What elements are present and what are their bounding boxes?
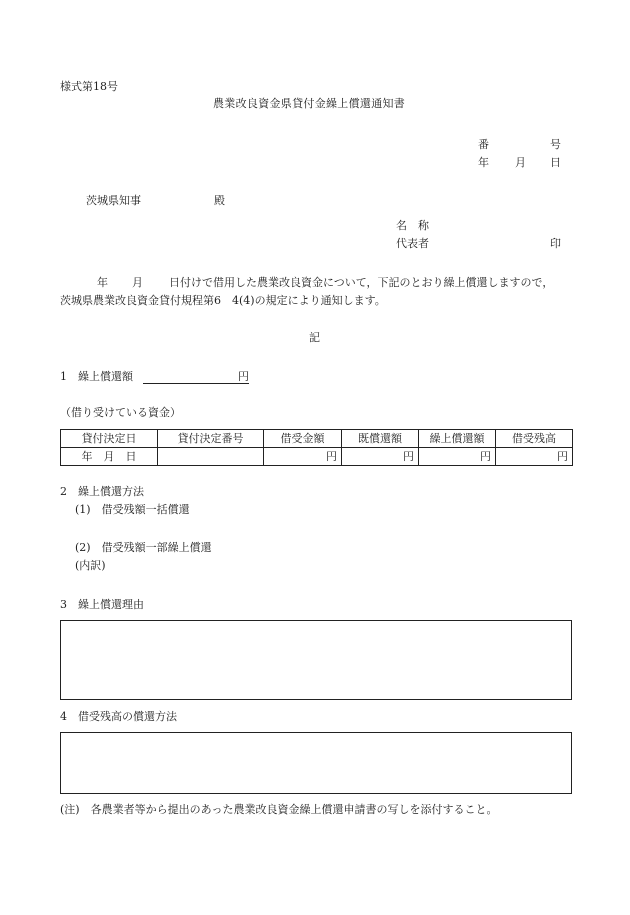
sender-rep-label: 代表者 [396,237,429,250]
cell-repaid-amount: 円 [342,448,419,466]
cell-loan-date: 年 月 日 [61,448,158,466]
repayment-method-box [60,732,572,794]
header-borrowed-amount: 借受金額 [264,430,342,448]
footnote: (注) 各農業者等から提出のあった農業改良資金繰上償還申請書の写しを添付すること。 [60,803,498,816]
doc-number-ban: 番 [478,138,489,151]
intro-year: 年 [97,276,108,289]
ki-heading: 記 [309,331,320,344]
intro-month: 月 [132,276,143,289]
section2-option1: (1) 借受残額一括償還 [75,503,190,516]
cell-prepayment-amount: 円 [419,448,496,466]
document-title: 農業改良資金県貸付金繰上償還通知書 [213,97,406,110]
header-remaining-balance: 借受残高 [496,430,573,448]
header-loan-number: 貸付決定番号 [158,430,264,448]
intro-line1: 日付けで借用した農業改良資金について，下記のとおり繰上償還しますので， [169,276,554,289]
cell-remaining-balance: 円 [496,448,573,466]
cell-borrowed-amount: 円 [264,448,342,466]
section4-label: 4 借受残高の償還方法 [60,710,177,723]
doc-number-go: 号 [550,138,561,151]
section1-label: 1 繰上償還額 [60,370,133,383]
section1-row [60,370,249,384]
table-row [61,448,573,466]
section2-label: 2 繰上償還方法 [60,485,144,498]
date-day-label: 日 [550,156,561,169]
form-number: 様式第18号 [60,80,118,93]
reason-box [60,620,572,700]
cell-loan-number [158,448,264,466]
borrowed-funds-label: （借り受けている資金） [60,406,181,419]
date-year-label: 年 [478,156,489,169]
addressee-name: 茨城県知事 [86,194,141,207]
header-prepayment-amount: 繰上償還額 [419,430,496,448]
amount-unit: 円 [238,370,249,383]
seal-mark: 印 [550,237,561,250]
section2-breakdown: (内訳) [75,559,106,572]
header-repaid-amount: 既償還額 [342,430,419,448]
amount-blank [143,371,238,384]
table-header-row [61,430,573,448]
sender-name-label: 名 称 [396,219,429,232]
section3-label: 3 繰上償還理由 [60,598,144,611]
section2-option2: (2) 借受残額一部繰上償還 [75,541,212,554]
intro-line2: 茨城県農業改良資金貸付規程第6 4(4)の規定により通知します。 [60,294,386,307]
header-loan-date: 貸付決定日 [61,430,158,448]
date-month-label: 月 [515,156,526,169]
addressee-honorific: 殿 [214,194,225,207]
loan-table [60,429,573,466]
